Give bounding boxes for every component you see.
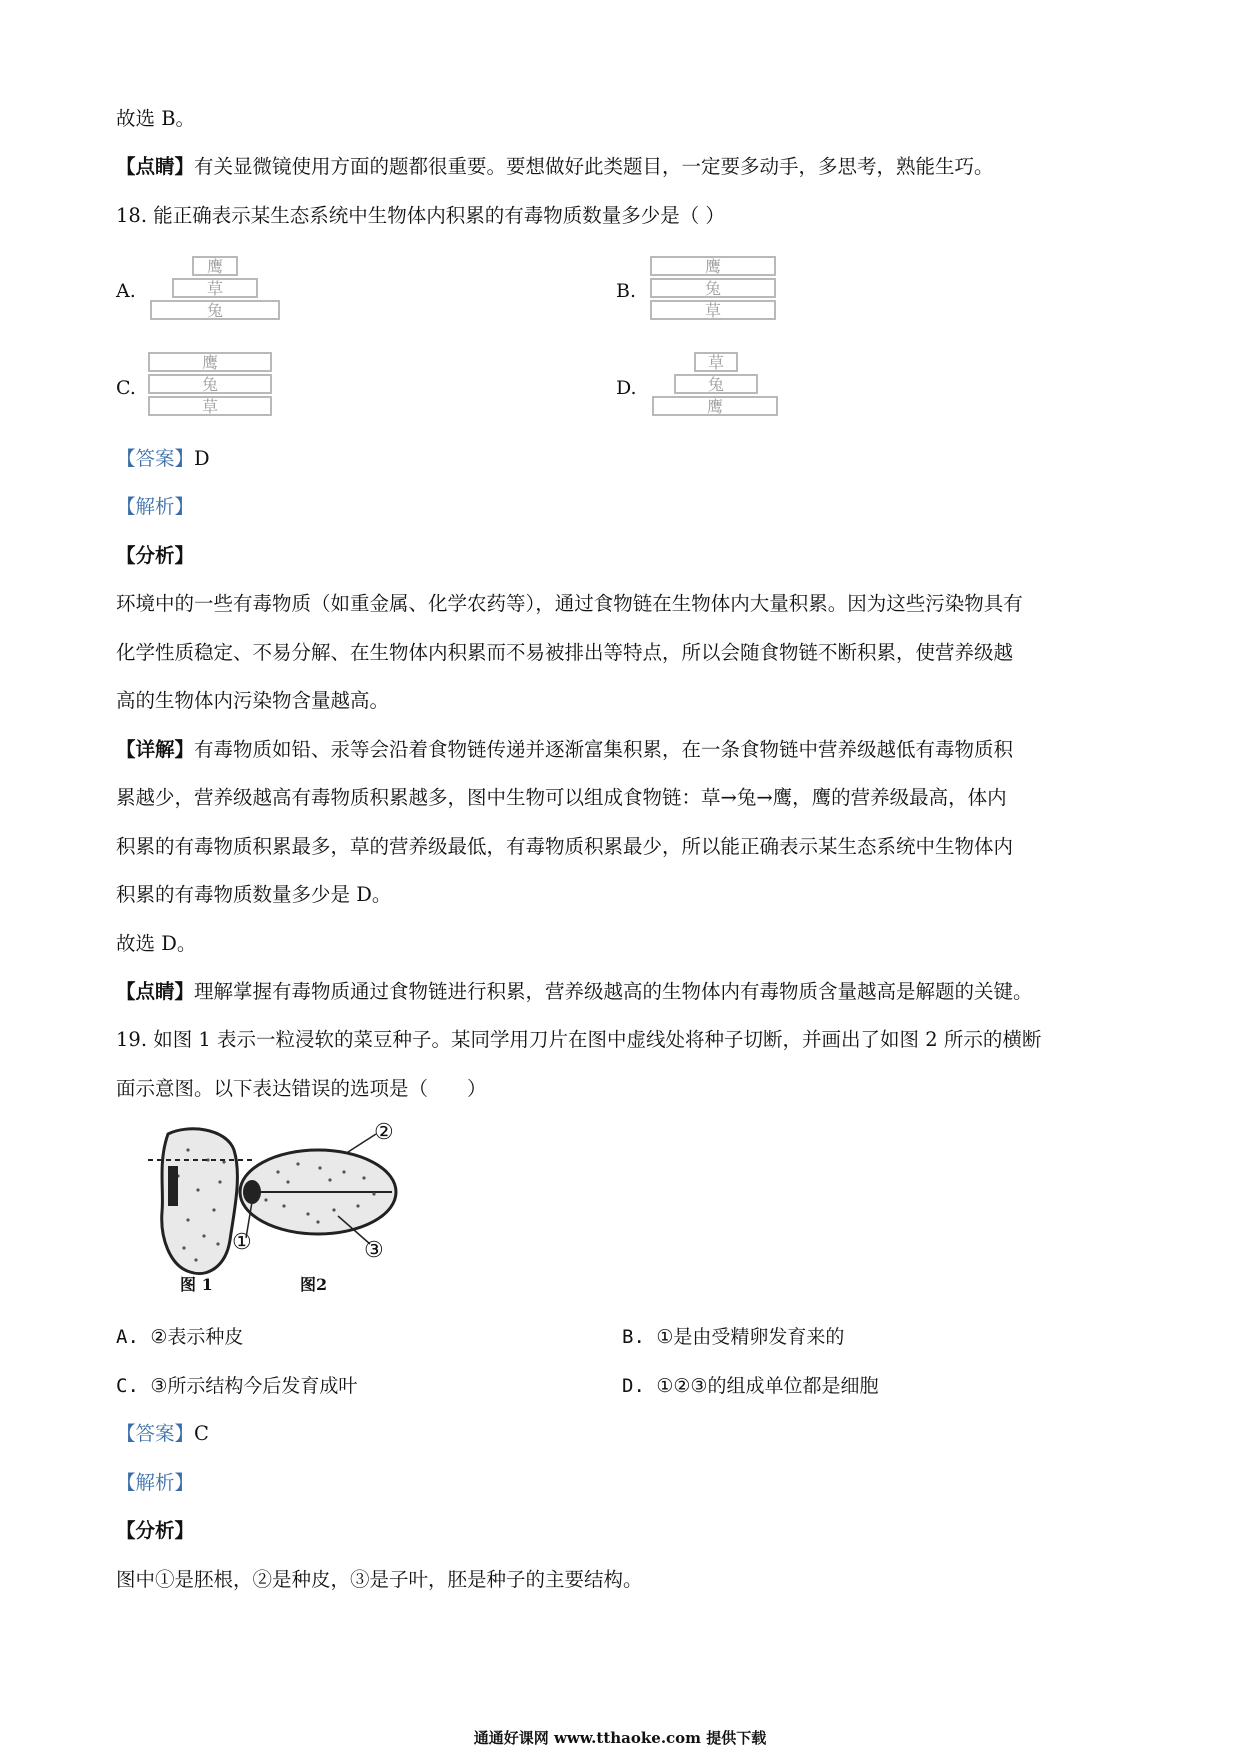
answer-value: C (194, 1422, 209, 1445)
conclusion-prev: 故选 B。 (116, 107, 196, 130)
fenxi-19: 【分析】 (116, 1519, 195, 1542)
page-footer: 通通好课网 www.tthaoke.com 提供下载 (473, 1729, 767, 1747)
q19-option-b (622, 1324, 844, 1350)
label-2: ② (374, 1120, 394, 1145)
conclusion-18: 故选 D。 (116, 932, 197, 955)
option-d-pyramid (652, 352, 778, 424)
option-text: ②表示种皮 (150, 1326, 244, 1348)
question-18: 18. 能正确表示某生态系统中生物体内积累的有毒物质数量多少是（ ） (116, 204, 725, 227)
detail-text: 有毒物质如铅、汞等会沿着食物链传递并逐渐富集积累，在一条食物链中营养级越低有毒物质积 (194, 738, 1014, 761)
pyramid-box: 兔 (674, 374, 758, 394)
answer-19 (116, 1421, 1136, 1447)
analysis-line: 环境中的一些有毒物质（如重金属、化学农药等），通过食物链在生物体内大量积累。因为这些污染物具有 (116, 592, 1023, 615)
q19-option-a (116, 1324, 243, 1350)
q19-option-c (116, 1373, 357, 1399)
pyramid-box: 鹰 (652, 396, 778, 416)
pyramid-box: 草 (148, 396, 272, 416)
pyramid-box: 鹰 (148, 352, 272, 372)
analysis-line: 化学性质稳定、不易分解、在生物体内积累而不易被排出等特点，所以会随食物链不断积累，使营养级越 (116, 641, 1014, 664)
pyramid-box: 兔 (650, 278, 776, 298)
option-b-label: B. (616, 280, 637, 302)
pyramid-box: 兔 (150, 300, 280, 320)
option-text: ①是由受精卵发育来的 (656, 1326, 845, 1348)
option-letter: C. (116, 1375, 139, 1397)
detail-line: 累越少，营养级越高有毒物质积累越多，图中生物可以组成食物链：草→兔→鹰，鹰的营养级最高，体内 (116, 786, 1007, 809)
answer-value: D (194, 447, 210, 470)
seed-figure-svg (148, 1120, 448, 1296)
option-a-pyramid (150, 256, 280, 328)
option-text: ③所示结构今后发育成叶 (150, 1375, 358, 1397)
answer-tag: 【答案】 (116, 1422, 195, 1445)
option-letter: B. (622, 1326, 645, 1348)
pyramid-box: 草 (694, 352, 738, 372)
detail-tag: 【详解】 (116, 738, 195, 761)
jiexi-18: 【解析】 (116, 495, 195, 518)
fig1-caption: 图 1 (180, 1275, 213, 1294)
tip-tag: 【点睛】 (116, 980, 195, 1003)
tip-tag: 【点睛】 (116, 155, 195, 178)
pyramid-box: 鹰 (650, 256, 776, 276)
pyramid-box: 草 (172, 278, 258, 298)
pyramid-box: 兔 (148, 374, 272, 394)
label-1: ① (232, 1230, 252, 1255)
analysis-line: 高的生物体内污染物含量越高。 (116, 689, 390, 712)
jiexi-19: 【解析】 (116, 1471, 195, 1494)
option-letter: D. (622, 1375, 645, 1397)
option-letter: A. (116, 1326, 139, 1348)
option-a-label: A. (116, 280, 136, 302)
tip-text: 有关显微镜使用方面的题都很重要。要想做好此类题目，一定要多动手，多思考，熟能生巧。 (194, 155, 994, 178)
pyramid-box: 鹰 (192, 256, 238, 276)
option-d-label: D. (616, 377, 637, 399)
tip-18 (116, 979, 1136, 1005)
question-19-cont: 面示意图。以下表达错误的选项是（ ） (116, 1077, 487, 1100)
label-3: ③ (364, 1238, 384, 1263)
question-19: 19. 如图 1 表示一粒浸软的菜豆种子。某同学用刀片在图中虚线处将种子切断，并画出了如图 2 所示的横断 (116, 1028, 1042, 1051)
detail-line: 积累的有毒物质数量多少是 D。 (116, 883, 392, 906)
answer-18 (116, 446, 1136, 472)
option-b-pyramid (650, 256, 776, 328)
detail-line (116, 737, 1136, 763)
q19-option-d (622, 1373, 878, 1399)
fig2-caption: 图2 (300, 1275, 328, 1294)
option-text: ①②③的组成单位都是细胞 (656, 1375, 879, 1397)
analysis-19: 图中①是胚根，②是种皮，③是子叶，胚是种子的主要结构。 (116, 1568, 643, 1591)
option-c-pyramid (148, 352, 272, 424)
pyramid-box: 草 (650, 300, 776, 320)
detail-line: 积累的有毒物质积累最多，草的营养级最低，有毒物质积累最少，所以能正确表示某生态系统中生物体内 (116, 835, 1014, 858)
seed-figure (148, 1120, 448, 1296)
answer-tag: 【答案】 (116, 447, 195, 470)
option-c-label: C. (116, 377, 136, 399)
fenxi-18: 【分析】 (116, 544, 195, 567)
tip-prev (116, 154, 1136, 180)
tip-text: 理解掌握有毒物质通过食物链进行积累，营养级越高的生物体内有毒物质含量越高是解题的关键。 (194, 980, 1033, 1003)
